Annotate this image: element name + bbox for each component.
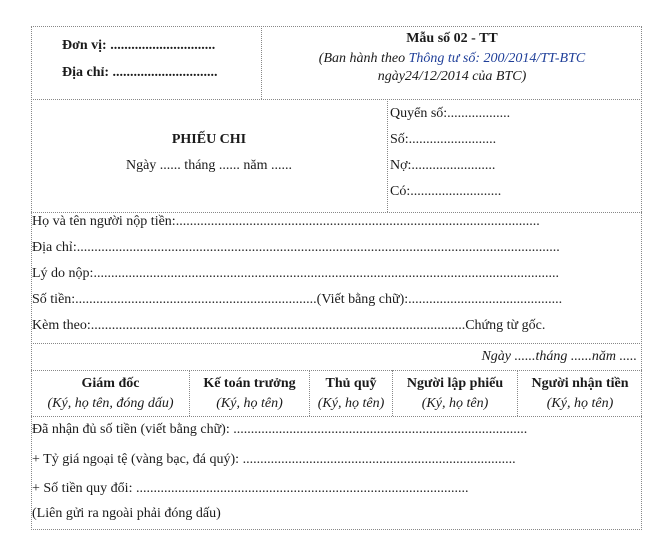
credit-field: Có:..........................	[390, 184, 502, 199]
document-title: PHIẾU CHI	[171, 132, 247, 147]
signature-top-rule	[31, 370, 642, 371]
signature-cashier	[310, 376, 392, 412]
address-field: Địa chỉ: ..............................	[62, 65, 218, 80]
title-meta-divider	[387, 99, 388, 212]
converted-amount-field: + Số tiền quy đổi: ...............................................................................................	[32, 481, 469, 496]
reason-field: Lý do nộp:.....................................................................................................................................	[32, 266, 559, 281]
signature-note: (Ký, họ tên)	[216, 396, 283, 411]
signature-note: (Ký, họ tên)	[421, 396, 489, 411]
payer-name-field: Họ và tên người nộp tiền:........................................................................................................	[32, 214, 540, 229]
number-field: Số:.........................	[390, 132, 497, 147]
unit-field: Đơn vị: ..............................	[62, 38, 216, 53]
form-number: Mẫu số 02 - TT	[406, 31, 498, 46]
signature-title: Kế toán trưởng	[203, 376, 296, 391]
circular-link[interactable]: Thông tư số: 200/2014/TT-BTC	[408, 51, 586, 66]
payer-address-field: Địa chỉ:..........................................................................................................................................	[32, 240, 560, 255]
signature-note: (Ký, họ tên)	[317, 396, 385, 411]
amount-field: Số tiền:.....................................................................(Viết bằng chữ):............................................	[32, 292, 563, 307]
exchange-rate-field: + Tỷ giá ngoại tệ (vàng bạc, đá quý): ..............................................................................	[32, 452, 516, 467]
header-bottom-rule	[31, 99, 642, 100]
title-bottom-rule	[31, 212, 642, 213]
signature-note: (Ký, họ tên)	[546, 396, 614, 411]
signature-title: Người lập phiếu	[406, 376, 504, 391]
signature-chief-accountant	[190, 376, 309, 412]
fields-bottom-rule	[31, 343, 642, 344]
issued-by-line	[262, 51, 642, 67]
issued-date-line: ngày24/12/2014 của BTC)	[377, 69, 527, 84]
attachments-field: Kèm theo:...........................................................................................................Chứng từ gốc.	[32, 318, 546, 333]
debit-field: Nợ:........................	[390, 158, 496, 173]
signature-title: Người nhận tiền	[531, 376, 629, 391]
signature-preparer	[393, 376, 517, 412]
received-amount-field: Đã nhận đủ số tiền (viết bằng chữ): ....................................................................................	[32, 422, 528, 437]
signature-director	[32, 376, 189, 412]
signing-date: Ngày ......tháng ......năm .....	[481, 349, 637, 364]
signature-bottom-rule	[31, 416, 642, 417]
signature-note: (Ký, họ tên, đóng dấu)	[47, 396, 174, 411]
signature-receiver	[518, 376, 642, 412]
seal-note: (Liên gửi ra ngoài phải đóng dấu)	[32, 506, 221, 521]
signature-title: Giám đốc	[81, 376, 140, 391]
issued-by-prefix: (Ban hành theo	[318, 51, 409, 66]
signature-title: Thủ quỹ	[325, 376, 377, 391]
document-date: Ngày ...... tháng ...... năm ......	[125, 158, 293, 173]
book-number-field: Quyển số:..................	[390, 106, 511, 121]
